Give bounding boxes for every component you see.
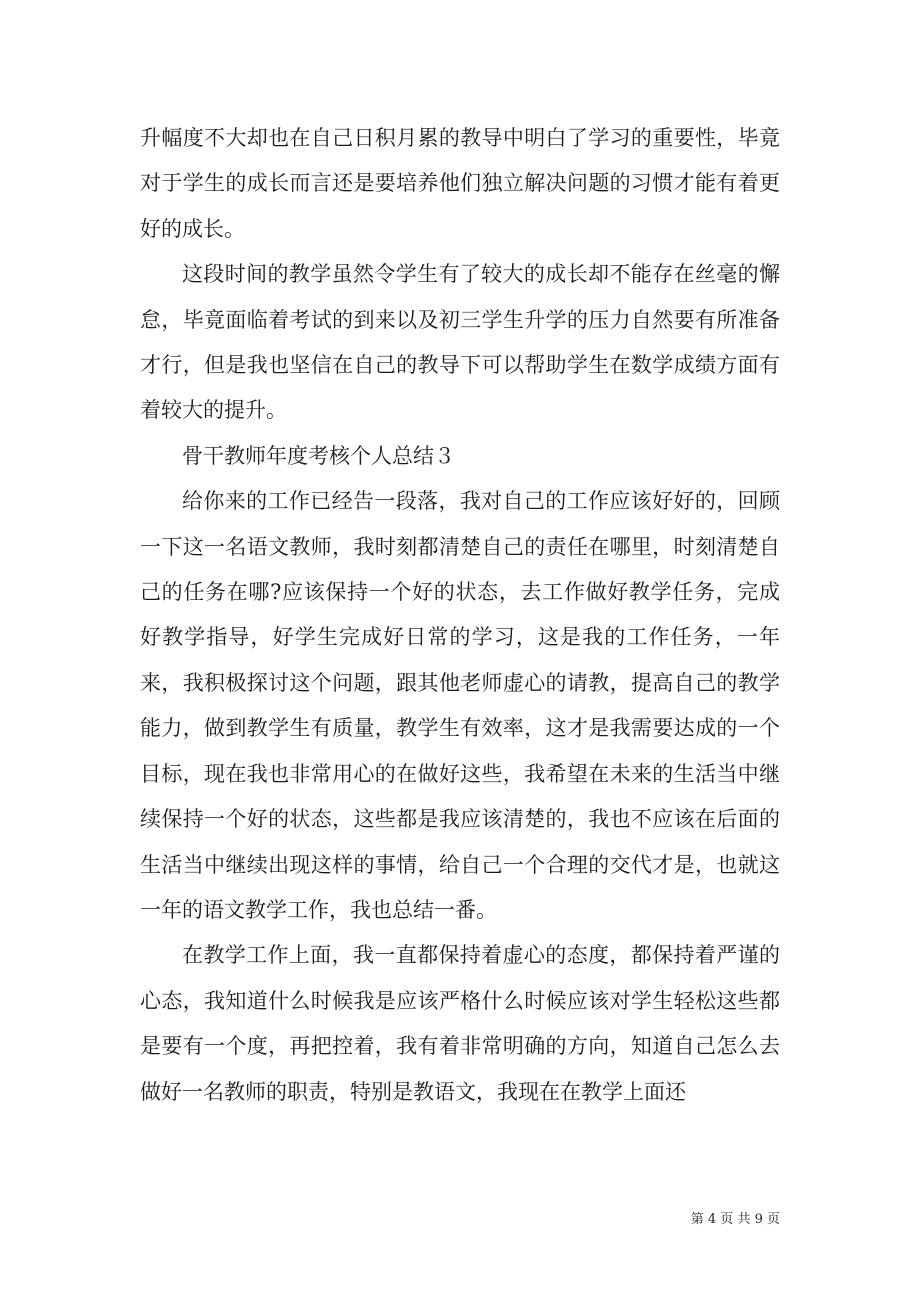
paragraph-body: 在教学工作上面，我一直都保持着虚心的态度，都保持着严谨的心态，我知道什么时候我是应该严格什么时候应该对学生轻松这些都是要有一个度，再把控着，我有着非常明确的方向，知道自己怎么去做好一名教师的职责，特别是教语文，我现在在教学上面还 (140, 943, 780, 1104)
footer-current-page: 4 (707, 1212, 717, 1227)
section-heading: 骨干教师年度考核个人总结３ (182, 443, 455, 468)
paragraph-body: 这段时间的教学虽然令学生有了较大的成长却不能存在丝毫的懈怠，毕竟面临着考试的到来以及初三学生升学的压力自然要有所准备才行，但是我也坚信在自己的教导下可以帮助学生在数学成绩方面有着较大的提升。 (140, 262, 780, 423)
footer-middle: 页 共 (720, 1212, 751, 1227)
page-footer (0, 1208, 780, 1227)
footer-suffix: 页 (766, 1212, 780, 1227)
paragraph-continuation: 升幅度不大却也在自己日积月累的教导中明白了学习的重要性，毕竟对于学生的成长而言还是要培养他们独立解决问题的习惯才能有着更好的成长。 (140, 126, 780, 241)
paragraph-body: 给你来的工作已经告一段落，我对自己的工作应该好好的，回顾一下这一名语文教师，我时刻都清楚自己的责任在哪里，时刻清楚自己的任务在哪?应该保持一个好的状态，去工作做好教学任务，完成好教学指导，好学生完成好日常的学习，这是我的工作任务，一年来，我积极探讨这个问题，跟其他老师虚心的请教，提高自己的教学能力，做到教学生有质量，教学生有效率，这才是我需要达成的一个目标，现在我也非常用心的在做好这些，我希望在未来的生活当中继续保持一个好的状态，这些都是我应该清楚的，我也不应该在后面的生活当中继续出现这样的事情，给自己一个合理的交代才是，也就这一年的语文教学工作，我也总结一番。 (140, 489, 780, 922)
footer-total-pages: 9 (754, 1212, 763, 1227)
document-body (140, 116, 780, 1115)
footer-prefix: 第 (690, 1212, 704, 1227)
